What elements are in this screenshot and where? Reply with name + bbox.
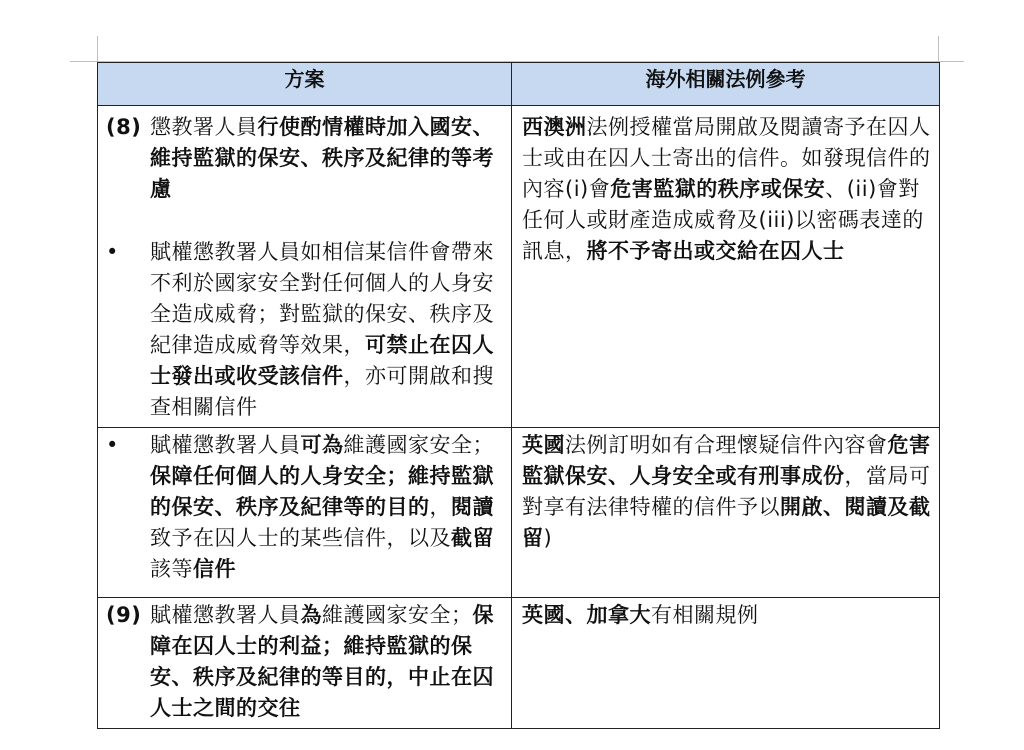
table-row bbox=[98, 106, 940, 428]
table-row bbox=[98, 598, 940, 729]
item-heading: 懲教署人員行使酌情權時加入國安、維持監獄的保安、秩序及紀律的等考慮 bbox=[150, 115, 494, 201]
comparison-table bbox=[97, 62, 940, 729]
bullet-text: 賦權懲教署人員如相信某信件會帶來不利於國家安全對任何個人的人身安全造成威脅；對監獄的保安、秩序及紀律造成威脅等效果，可禁止在囚人士發出或收受該信件，亦可開啟和搜查相關信件 bbox=[150, 240, 494, 419]
item-number: (9) bbox=[106, 603, 142, 627]
header-proposal: 方案 bbox=[98, 63, 512, 106]
header-overseas-reference: 海外相關法例參考 bbox=[512, 63, 940, 106]
page-margin-tick-left bbox=[97, 36, 98, 62]
bullet-text: 賦權懲教署人員可為維護國家安全；保障任何個人的人身安全；維持監獄的保安、秩序及紀律等的目的，閱讀致予在囚人士的某些信件，以及截留該等信件 bbox=[150, 433, 494, 581]
proposal-cell bbox=[98, 428, 512, 598]
bullet-icon: • bbox=[106, 240, 119, 264]
page-margin-tick-right bbox=[938, 36, 939, 62]
reference-text: 英國、加拿大有相關規例 bbox=[522, 603, 759, 627]
bullet-icon: • bbox=[106, 433, 119, 457]
reference-cell bbox=[512, 106, 940, 428]
proposal-cell bbox=[98, 598, 512, 729]
item-number: (8) bbox=[106, 115, 142, 139]
reference-cell bbox=[512, 598, 940, 729]
header-row bbox=[98, 63, 940, 106]
table-row bbox=[98, 428, 940, 598]
item-text: 賦權懲教署人員為維護國家安全；保障在囚人士的利益；維持監獄的保安、秩序及紀律的等目的，中止在囚人士之間的交往 bbox=[150, 603, 494, 720]
reference-text: 西澳洲法例授權當局開啟及閱讀寄予在囚人士或由在囚人士寄出的信件。如發現信件的內容(i)會危害監獄的秩序或保安、(ii)會對任何人或財產造成威脅及(iii)以密碼表達的訊息，將不予寄出或交給在囚人士 bbox=[522, 115, 931, 263]
reference-text: 英國法例訂明如有合理懷疑信件內容會危害監獄保安、人身安全或有刑事成份，當局可對享有法律特權的信件予以開啟、閱讀及截留) bbox=[522, 433, 931, 550]
reference-cell bbox=[512, 428, 940, 598]
proposal-cell bbox=[98, 106, 512, 428]
